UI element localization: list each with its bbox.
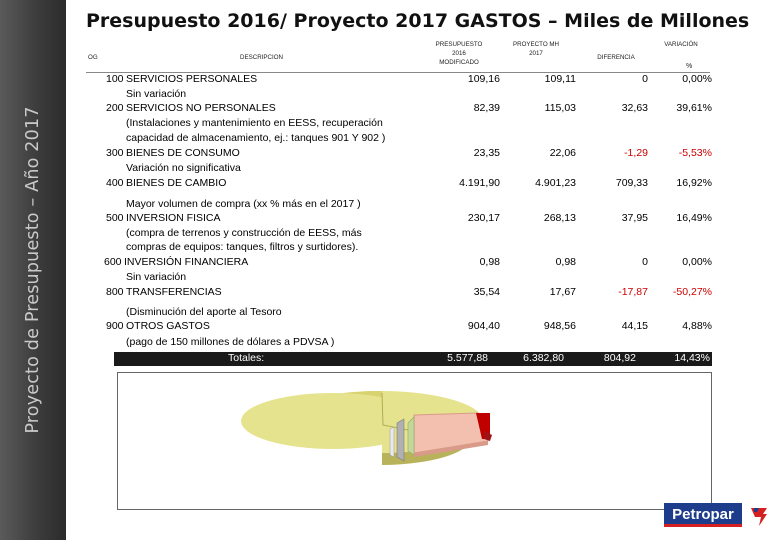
row-note: (compra de terrenos y construcción de EESS, más [126, 227, 362, 239]
cell-variacion: -50,27% [672, 286, 712, 298]
row-label: BIENES DE CONSUMO [126, 147, 240, 159]
header-diferencia: DIFERENCIA [597, 54, 635, 61]
table-row [86, 286, 712, 300]
row-code: 400 [106, 177, 124, 189]
cell-diferencia: 37,95 [621, 212, 648, 224]
pie-chart [118, 373, 711, 509]
row-note: Sin variación [126, 88, 187, 100]
header-proyecto-line: PROYECTO MH [513, 41, 559, 48]
cell-presupuesto: 35,54 [473, 286, 500, 298]
cell-proyecto: 115,03 [544, 102, 576, 114]
petropar-mark-icon [748, 504, 770, 528]
row-note: (pago de 150 millones de dólares a PDVSA ) [126, 336, 335, 348]
cell-presupuesto: 230,17 [467, 212, 500, 224]
row-code: 500 [106, 212, 124, 224]
totals-label: Totales: [228, 352, 265, 364]
table-row [86, 320, 712, 334]
row-code: 600 [104, 256, 122, 268]
header-descripcion: DESCRIPCION [240, 54, 283, 61]
row-code: 100 [106, 73, 124, 85]
row-note: (Instalaciones y mantenimiento en EESS, recuperación [126, 117, 383, 129]
totals-row [114, 352, 712, 366]
row-label: BIENES DE CAMBIO [126, 177, 227, 189]
header-presupuesto-line: PRESUPUESTO [435, 41, 483, 48]
cell-diferencia: 0 [642, 73, 648, 85]
cell-diferencia: 32,63 [621, 102, 648, 114]
table-row [86, 73, 712, 87]
cell-variacion: 0,00% [682, 256, 712, 268]
cell-proyecto: 109,11 [544, 73, 576, 85]
cell-presupuesto: 23,35 [473, 147, 500, 159]
cell-diferencia: 709,33 [615, 177, 648, 189]
header-presupuesto-line: MODIFICADO [439, 58, 479, 66]
row-code: 900 [106, 320, 124, 332]
table-row [86, 147, 712, 161]
pie-slice-grey [397, 419, 404, 461]
header-variacion-unit: % [686, 63, 693, 70]
petropar-logo [664, 503, 774, 531]
row-label: OTROS GASTOS [126, 320, 210, 332]
table-row [86, 177, 712, 191]
cell-presupuesto: 82,39 [473, 102, 500, 114]
row-label: INVERSION FISICA [126, 212, 221, 224]
header-variacion: VARIACIÓN [664, 41, 698, 48]
total-variacion: 14,43% [674, 352, 710, 364]
pie-slice-green [408, 417, 414, 455]
cell-variacion: 0,00% [682, 73, 712, 85]
total-diferencia: 804,92 [603, 352, 636, 364]
header-proyecto-line: 2017 [529, 49, 543, 57]
cell-proyecto: 4.901,23 [535, 177, 576, 189]
header-presupuesto-line: 2016 [452, 49, 466, 57]
row-label: INVERSIÓN FINANCIERA [124, 256, 249, 268]
pie-slice-light [390, 427, 394, 457]
row-code: 300 [106, 147, 124, 159]
cell-variacion: 39,61% [676, 102, 712, 114]
cell-variacion: 16,92% [676, 177, 712, 189]
row-note: capacidad de almacenamiento, ej.: tanques 901 Y 902 ) [126, 132, 386, 144]
row-label: SERVICIOS PERSONALES [126, 73, 258, 85]
cell-variacion: -5,53% [678, 147, 712, 159]
pie-slice-salmon [414, 413, 488, 457]
cell-presupuesto: 4.191,90 [459, 177, 500, 189]
cell-proyecto: 948,56 [543, 320, 576, 332]
cell-proyecto: 22,06 [549, 147, 576, 159]
total-presupuesto: 5.577,88 [447, 352, 488, 364]
table-row [86, 256, 712, 270]
table-row [86, 102, 712, 116]
cell-proyecto: 0,98 [555, 256, 576, 268]
cell-diferencia: -1,29 [624, 147, 648, 159]
cell-presupuesto: 109,16 [467, 73, 500, 85]
chart-area [117, 372, 712, 510]
page-title: Presupuesto 2016/ Proyecto 2017 GASTOS – Miles de Millones [86, 10, 750, 32]
cell-presupuesto: 904,40 [467, 320, 500, 332]
logo-text: Petropar [664, 503, 742, 527]
cell-variacion: 4,88% [682, 320, 712, 332]
header-proyecto [500, 41, 572, 59]
sidebar-band [0, 0, 66, 540]
row-note: Variación no significativa [126, 162, 241, 174]
cell-diferencia: -17,87 [618, 286, 648, 298]
row-code: 800 [106, 286, 124, 298]
cell-diferencia: 44,15 [621, 320, 648, 332]
table-row [86, 212, 712, 226]
row-label: SERVICIOS NO PERSONALES [126, 102, 276, 114]
row-note: compras de equipos: tanques, filtros y surtidores). [126, 241, 359, 253]
cell-proyecto: 268,13 [543, 212, 576, 224]
cell-presupuesto: 0,98 [479, 256, 500, 268]
sidebar-title: Proyecto de Presupuesto – Año 2017 [23, 106, 43, 434]
row-code: 200 [106, 102, 124, 114]
row-note: (Disminución del aporte al Tesoro [126, 306, 282, 318]
cell-diferencia: 0 [642, 256, 648, 268]
row-note: Mayor volumen de compra (xx % más en el 2017 ) [126, 198, 361, 210]
cell-proyecto: 17,67 [549, 286, 576, 298]
total-proyecto: 6.382,80 [523, 352, 564, 364]
row-label: TRANSFERENCIAS [126, 286, 222, 298]
header-presupuesto [420, 41, 498, 68]
header-og: OG [88, 54, 98, 61]
row-note: Sin variación [126, 271, 187, 283]
cell-variacion: 16,49% [676, 212, 712, 224]
